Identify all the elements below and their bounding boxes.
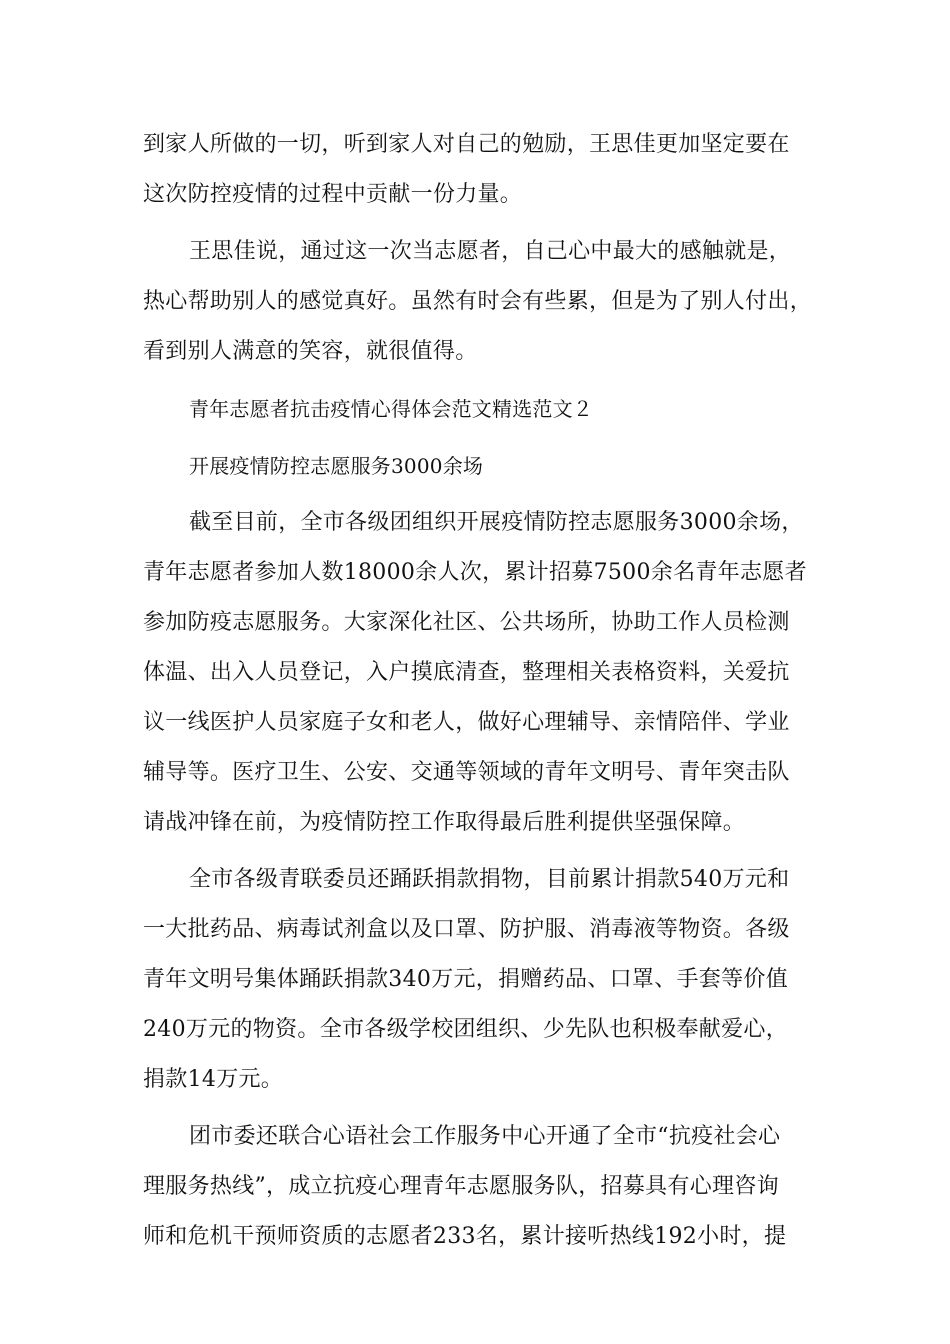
text-line: 热心帮助别人的感觉真好。虽然有时会有些累，但是为了别人付出， — [143, 289, 813, 314]
text-line: 截至目前，全市各级团组织开展疫情防控志愿服务3000余场， — [189, 510, 804, 535]
text-line: 团市委还联合心语社会工作服务中心开通了全市“抗疫社会心 — [189, 1124, 781, 1149]
text-line: 全市各级青联委员还踊跃捐款捐物，目前累计捐款540万元和 — [189, 867, 790, 892]
text-line: 这次防控疫情的过程中贡献一份力量。 — [143, 182, 523, 207]
document-page — [143, 131, 823, 1251]
paragraph — [143, 509, 823, 837]
text-line: 开展疫情防控志愿服务3000余场 — [189, 454, 484, 478]
text-line: 一大批药品、病毒试剂盒以及口罩、防护服、消毒液等物资。各级 — [143, 917, 790, 942]
text-line: 王思佳说，通过这一次当志愿者，自己心中最大的感触就是， — [189, 239, 792, 264]
text-line: 理服务热线”，成立抗疫心理青年志愿服务队，招募具有心理咨询 — [143, 1174, 779, 1199]
text-line: 参加防疫志愿服务。大家深化社区、公共场所，协助工作人员检测 — [143, 610, 790, 635]
text-line: 青年志愿者抗击疫情心得体会范文精选范文２ — [189, 397, 593, 421]
text-line: 青年志愿者参加人数18000余人次，累计招募7500余名青年志愿者 — [143, 560, 807, 585]
text-line: 看到别人满意的笑容，就很值得。 — [143, 339, 478, 364]
text-line: 辅导等。医疗卫生、公安、交通等领域的青年文明号、青年突击队 — [143, 760, 790, 785]
paragraph-continuation — [143, 131, 823, 209]
paragraph — [143, 866, 823, 1094]
paragraph — [143, 238, 823, 366]
text-line: 捐款14万元。 — [143, 1067, 284, 1092]
section-title — [143, 395, 823, 423]
text-line: 师和危机干预师资质的志愿者233名，累计接听热线192小时，提 — [143, 1224, 787, 1249]
text-line: 请战冲锋在前，为疫情防控工作取得最后胜利提供坚强保障。 — [143, 810, 746, 835]
section-subtitle — [143, 452, 823, 480]
text-line: 体温、出入人员登记，入户摸底清查，整理相关表格资料，关爱抗 — [143, 660, 790, 685]
text-line: 到家人所做的一切，听到家人对自己的勉励，王思佳更加坚定要在 — [143, 132, 790, 157]
text-line: 240万元的物资。全市各级学校团组织、少先队也积极奉献爱心， — [143, 1017, 788, 1042]
text-line: 议一线医护人员家庭子女和老人，做好心理辅导、亲情陪伴、学业 — [143, 710, 790, 735]
paragraph — [143, 1123, 823, 1251]
text-line: 青年文明号集体踊跃捐款340万元，捐赠药品、口罩、手套等价值 — [143, 967, 788, 992]
